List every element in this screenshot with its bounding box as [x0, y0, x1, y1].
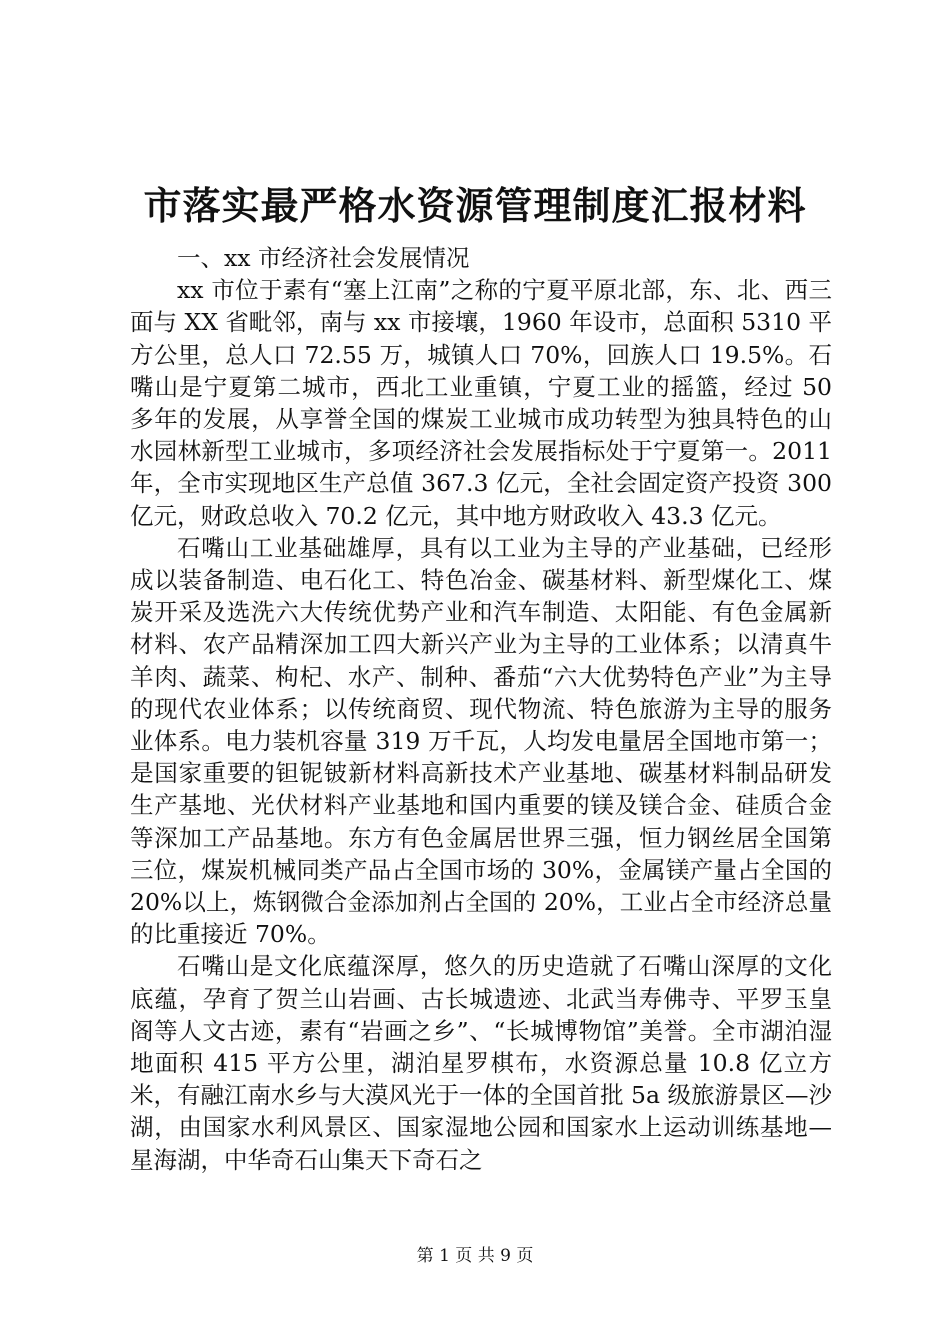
document-title: 市落实最严格水资源管理制度汇报材料 — [143, 183, 807, 228]
paragraph-culture: 石嘴山是文化底蕴深厚，悠久的历史造就了石嘴山深厚的文化底蕴，孕育了贺兰山岩画、古长城遗迹、北武当寿佛寺、平罗玉皇阁等人文古迹，素有“岩画之乡”、“长城博物馆”美誉。全市湖泊湿地面积 415 平方公里，湖泊星罗棋布，水资源总量 10.8 亿立方米，有融江南水乡与大漠风光于一体的全国首批 5a 级旅游景区—沙湖，由国家水利风景区、国家湿地公园和国家水上运动训练基地—星海湖，中华奇石山集天下奇石之 — [130, 952, 832, 1174]
section-heading: 一、xx 市经济社会发展情况 — [177, 244, 470, 272]
paragraph-overview: xx 市位于素有“塞上江南”之称的宁夏平原北部，东、北、西三面与 XX 省毗邻，南与 xx 市接壤，1960 年设市，总面积 5310 平方公里，总人口 72.55 万，城镇人口 70%，回族人口 19.5%。石嘴山是宁夏第二城市，西北工业重镇，宁夏工业的摇篮，经过 50 多年的发展，从享誉全国的煤炭工业城市成功转型为独具特色的山水园林新型工业城市，多项经济社会发展指标处于宁夏第一。2011 年，全市实现地区生产总值 367.3 亿元，全社会固定资产投资 300 亿元，财政总收入 70.2 亿元，其中地方财政收入 43.3 亿元。 — [130, 276, 832, 530]
paragraph-industry: 石嘴山工业基础雄厚，具有以工业为主导的产业基础，已经形成以装备制造、电石化工、特色冶金、碳基材料、新型煤化工、煤炭开采及选洗六大传统优势产业和汽车制造、太阳能、有色金属新材料、农产品精深加工四大新兴产业为主导的工业体系；以清真牛羊肉、蔬菜、枸杞、水产、制种、番茄“六大优势特色产业”为主导的现代农业体系；以传统商贸、现代物流、特色旅游为主导的服务业体系。电力装机容量 319 万千瓦，人均发电量居全国地市第一；是国家重要的钽铌铍新材料高新技术产业基地、碳基材料制品研发生产基地、光伏材料产业基地和国内重要的镁及镁合金、硅质合金等深加工产品基地。东方有色金属居世界三强，恒力钢丝居全国第三位，煤炭机械同类产品占全国市场的 30%，金属镁产量占全国的 20%以上，炼钢微合金添加剂占全国的 20%，工业占全市经济总量的比重接近 70%。 — [130, 533, 832, 949]
document-body — [130, 242, 832, 1176]
page-footer: 第 1 页 共 9 页 — [416, 1246, 534, 1266]
